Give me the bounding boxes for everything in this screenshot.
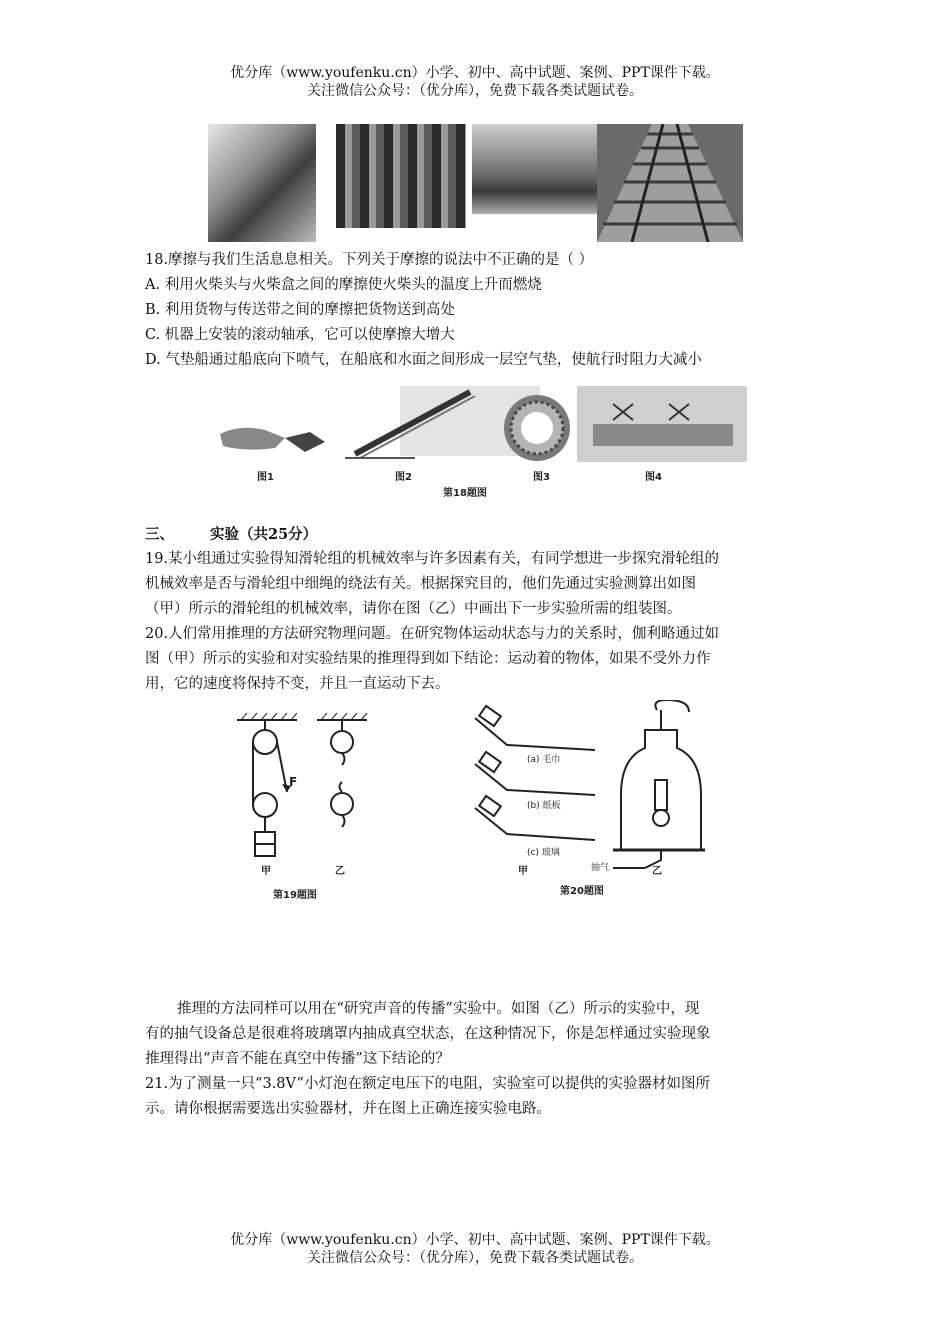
fig19-caption: 第19题图 <box>273 890 317 901</box>
figure-18-drawings <box>215 386 750 466</box>
q20-followup-line-3: 推理得出“声音不能在真空中传播”这下结论的？ <box>145 1051 450 1067</box>
page-footer <box>0 1231 950 1267</box>
q20-line-1: 20.人们常用推理的方法研究物理问题。在研究物体运动状态与力的关系时，伽利略通过如 <box>145 626 720 642</box>
fig20-caption: 第20题图 <box>560 886 604 897</box>
q18-option-c: C. 机器上安装的滚动轴承，它可以使摩擦大增大 <box>145 327 455 343</box>
photo-strip <box>208 124 743 242</box>
footer-line-1: 优分库（www.youfenku.cn）小学、初中、高中试题、案例、PPT课件下载。 <box>230 1232 720 1248</box>
q20-line-3: 用，它的速度将保持不变，并且一直运动下去。 <box>145 676 450 692</box>
header-line-2: 关注微信公众号：（优分库），免费下载各类试题试卷。 <box>307 83 643 99</box>
section-experiment <box>145 522 810 697</box>
fig20-surface-a: (a) 毛巾 <box>527 755 561 765</box>
q19-line-1: 19.某小组通过实验得知滑轮组的机械效率与许多因素有关，有同学想进一步探究滑轮组的 <box>145 551 720 567</box>
footer-line-2: 关注微信公众号：（优分库），免费下载各类试题试卷。 <box>307 1250 643 1266</box>
fig20-label-jia: 甲 <box>518 866 528 877</box>
figures-19-20 <box>235 700 705 915</box>
fig19-label-yi: 乙 <box>335 866 345 877</box>
fig18-label-2: 图2 <box>395 472 412 483</box>
fig19-label-f: F <box>289 775 298 789</box>
fig18-label-4: 图4 <box>645 472 662 483</box>
question-18 <box>145 248 810 373</box>
header-line-1: 优分库（www.youfenku.cn）小学、初中、高中试题、案例、PPT课件下载。 <box>230 65 720 81</box>
fig20-surface-c: (c) 玻璃 <box>527 848 560 858</box>
page-header <box>0 64 950 100</box>
q18-option-d: D. 气垫船通过船底向下喷气，在船底和水面之间形成一层空气垫，使航行时阻力大减小 <box>145 352 702 368</box>
section-3-title: 实验（共25分） <box>210 526 318 543</box>
q21-line-2: 示。请你根据需要选出实验器材，并在图上正确连接实验电路。 <box>145 1101 551 1117</box>
fig20-label-yi: 乙 <box>652 866 662 877</box>
q20-followup-line-2: 有的抽气设备总是很难将玻璃罩内抽成真空状态，在这种情况下，你是怎样通过实验现象 <box>145 1026 711 1042</box>
q18-option-a: A. 利用火柴头与火柴盒之间的摩擦使火柴头的温度上升而燃烧 <box>145 277 542 293</box>
q19-line-3: （甲）所示的滑轮组的机械效率，请你在图（乙）中画出下一步实验所需的组装图。 <box>145 601 682 617</box>
q20-followup-and-q21 <box>145 997 810 1122</box>
fig19-label-jia: 甲 <box>261 866 271 877</box>
photo-camels <box>336 124 466 228</box>
fig20-pump-label: 抽气 <box>591 863 610 873</box>
q19-line-2: 机械效率是否与滑轮组中细绳的绕法有关。根据探究目的，他们先通过实验测算出如图 <box>145 576 696 592</box>
q18-stem: 18.摩擦与我们生活息息相关。下列关于摩擦的说法中不正确的是（ ） <box>145 252 594 268</box>
q21-line-1: 21.为了测量一只“3.8V”小灯泡在额定电压下的电阻，实验室可以提供的实验器材如图所 <box>145 1076 710 1092</box>
photo-people <box>208 124 316 242</box>
section-3-heading <box>145 522 810 547</box>
photo-bulldozer <box>472 124 598 214</box>
fig18-label-1: 图1 <box>257 472 274 483</box>
section-3-number: 三、 <box>145 526 174 543</box>
q18-option-b: B. 利用货物与传送带之间的摩擦把货物送到高处 <box>145 302 455 318</box>
fig20-surface-b: (b) 纸板 <box>527 801 561 811</box>
photo-railway <box>597 124 743 242</box>
figure-19-20-drawings <box>235 700 705 915</box>
q20-followup-line-1: 推理的方法同样可以用在“研究声音的传播”实验中。如图（乙）所示的实验中，现 <box>177 1001 700 1017</box>
figure-18 <box>215 386 750 501</box>
fig18-label-3: 图3 <box>533 472 550 483</box>
q20-line-2: 图（甲）所示的实验和对实验结果的推理得到如下结论：运动着的物体，如果不受外力作 <box>145 651 711 667</box>
fig18-caption: 第18题图 <box>443 488 487 499</box>
